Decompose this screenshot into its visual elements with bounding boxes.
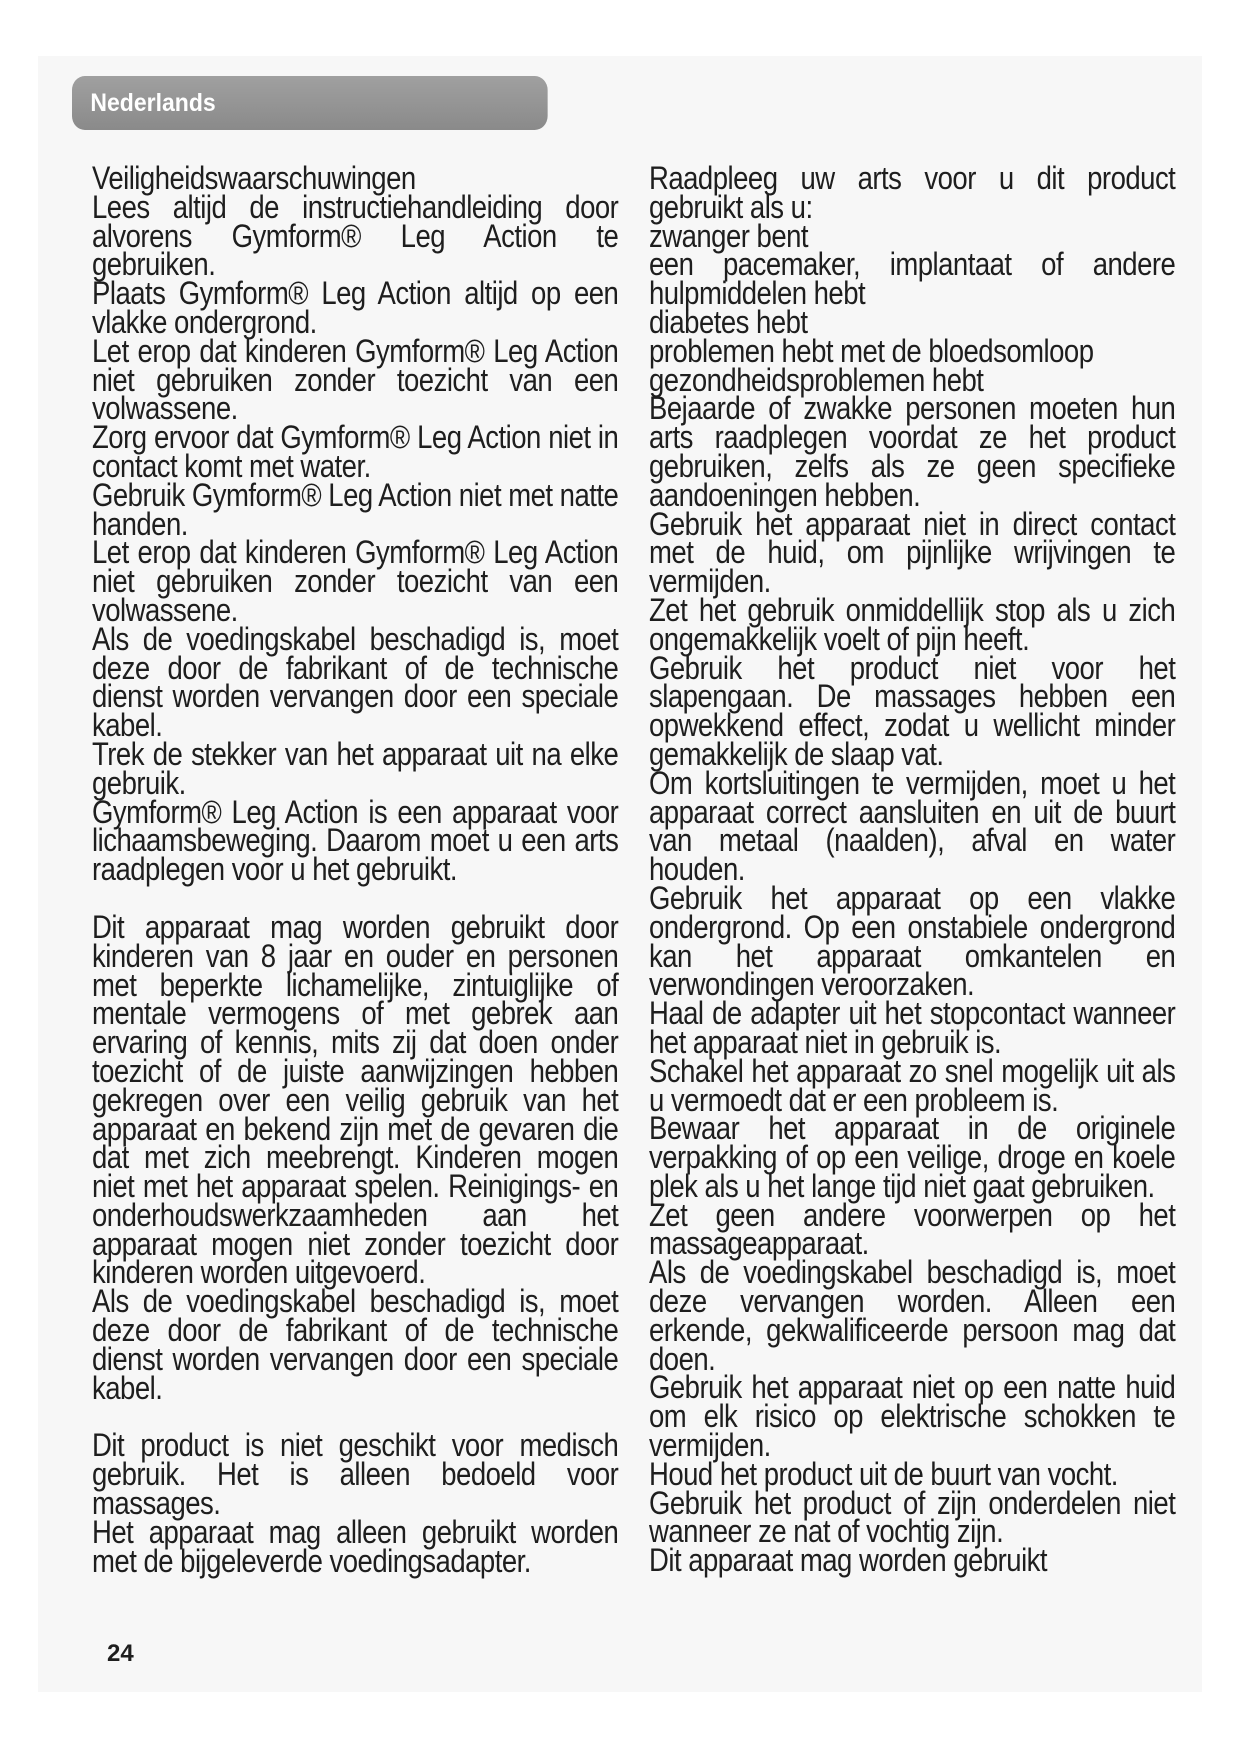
paragraph: Als de voedingskabel beschadigd is, moet deze vervangen worden. Alleen een erkende, gekwalificeerde persoon mag dat doen.	[649, 1254, 1176, 1377]
paragraph: Gebruik het apparaat op een vlakke ondergrond. Op een onstabiele ondergrond kan het apparaat omkantelen en verwondingen veroorzaken.	[649, 879, 1176, 1003]
list-item: gezondheidsproblemen hebt	[649, 361, 984, 398]
paragraph: Dit apparaat mag worden gebruikt	[649, 1542, 1048, 1579]
page-number: 24	[107, 1640, 134, 1667]
paragraph: Trek de stekker van het apparaat uit na elke gebruik.	[92, 735, 619, 801]
language-tab: Nederlands	[72, 76, 548, 130]
paragraph: Haal de adapter uit het stopcontact wanneer het apparaat niet in gebruik is.	[649, 995, 1176, 1060]
paragraph: Lees altijd de instructiehandleiding door alvorens Gymform® Leg Action te gebruiken.	[92, 188, 619, 283]
paragraph: Gebruik het apparaat niet in direct contact met de huid, om pijnlijke wrijvingen te vermijden.	[649, 505, 1176, 600]
paragraph: Gebruik het product niet voor het slapengaan. De massages hebben een opwekkend effect, zodat u wellicht minder gemakkelijk de slaap vat.	[649, 649, 1176, 772]
paragraph: Gebruik het apparaat niet op een natte huid om elk risico op elektrische schokken te vermijden.	[649, 1369, 1176, 1464]
section-heading: Veiligheidswaarschuwingen	[92, 160, 416, 196]
paragraph: Als de voedingskabel beschadigd is, moet deze door de fabrikant of de technische dienst worden vervangen door een speciale kabel.	[92, 1283, 619, 1406]
list-item: zwanger bent	[649, 217, 809, 254]
paragraph: Let erop dat kinderen Gymform® Leg Action niet gebruiken zonder toezicht van een volwassene.	[92, 332, 619, 427]
list-item: problemen hebt met de bloedsomloop	[649, 332, 1094, 369]
paragraph: Zet het gebruik onmiddellijk stop als u zich ongemakkelijk voelt of pijn heeft.	[649, 591, 1176, 657]
paragraph: Bejaarde of zwakke personen moeten hun arts raadplegen voordat ze het product gebruiken, zelfs als ze geen specifieke aandoeningen hebben.	[649, 390, 1176, 513]
paragraph: Schakel het apparaat zo snel mogelijk uit als u vermoedt dat er een probleem is.	[649, 1052, 1176, 1118]
paragraph: Raadpleeg uw arts voor u dit product gebruikt als u:	[649, 160, 1176, 225]
paragraph: Dit apparaat mag worden gebruikt door kinderen van 8 jaar en ouder en personen met beperkte lichamelijke, zintuiglijke of mentale vermogens of met gebrek aan ervaring of kennis, mits zij dat doen onder toezicht of de juiste aanwijzingen hebben gekregen over een veilig gebruik van het apparaat en bekend zijn met de gevaren die dat met zich meebrengt. Kinderen mogen niet met het apparaat spelen. Reinigings- en onderhoudswerkzaamheden aan het apparaat mogen niet zonder toezicht door kinderen worden uitgevoerd.	[92, 908, 619, 1291]
list-item: een pacemaker, implantaat of andere hulpmiddelen hebt	[649, 246, 1176, 312]
right-column	[649, 160, 1176, 1579]
paragraph: Let erop dat kinderen Gymform® Leg Action niet gebruiken zonder toezicht van een volwassene.	[92, 534, 619, 628]
paragraph: Om kortsluitingen te vermijden, moet u het apparaat correct aansluiten en uit de buurt van metaal (naalden), afval en water houden.	[649, 764, 1176, 888]
paragraph: Zorg ervoor dat Gymform® Leg Action niet in contact komt met water.	[92, 419, 619, 484]
paragraph: Gebruik het product of zijn onderdelen niet wanneer ze nat of vochtig zijn.	[649, 1484, 1176, 1550]
paragraph: Gebruik Gymform® Leg Action niet met natte handen.	[92, 476, 619, 542]
paragraph: Gymform® Leg Action is een apparaat voor lichaamsbeweging. Daarom moet u een arts raadplegen voor u het gebruikt.	[92, 793, 619, 888]
paragraph: Dit product is niet geschikt voor medisch gebruik. Het is alleen bedoeld voor massages.	[92, 1427, 619, 1522]
paragraph: Zet geen andere voorwerpen op het massageapparaat.	[649, 1196, 1176, 1262]
paragraph: Houd het product uit de buurt van vocht.	[649, 1455, 1118, 1492]
list-item: diabetes hebt	[649, 303, 808, 340]
paragraph: Het apparaat mag alleen gebruikt worden met de bijgeleverde voedingsadapter.	[92, 1513, 619, 1579]
left-column	[92, 160, 619, 1579]
paragraph: Als de voedingskabel beschadigd is, moet deze door de fabrikant of de technische dienst worden vervangen door een speciale kabel.	[92, 620, 619, 744]
paragraph: Bewaar het apparaat in de originele verpakking of op een veilige, droge en koele plek als u het lange tijd niet gaat gebruiken.	[649, 1110, 1176, 1204]
paragraph: Plaats Gymform® Leg Action altijd op een vlakke ondergrond.	[92, 275, 619, 340]
